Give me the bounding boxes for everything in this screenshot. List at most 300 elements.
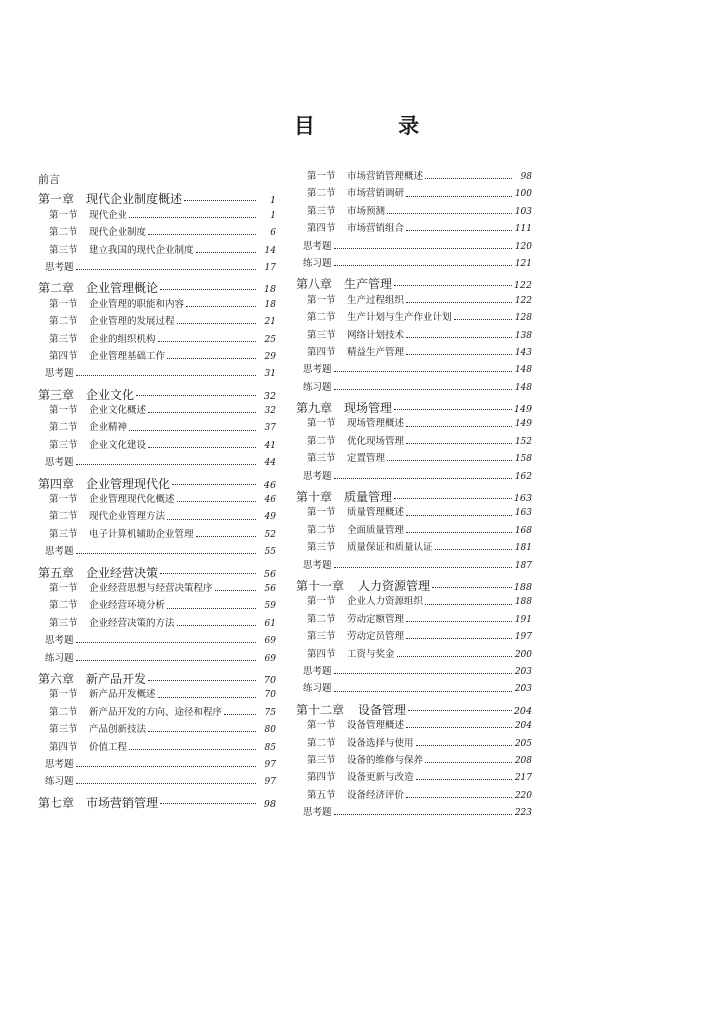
entry-number: 第三节	[49, 724, 78, 736]
dot-leader	[160, 573, 256, 574]
entry-number: 第二节	[307, 524, 336, 536]
entry-number: 第一章	[38, 192, 75, 207]
entry-page-number: 59	[264, 601, 276, 612]
dot-leader	[334, 265, 512, 266]
entry-title: 练习题	[45, 776, 74, 788]
entry-page-number: 70	[263, 674, 276, 686]
dot-leader	[177, 625, 256, 626]
dot-leader	[160, 289, 256, 290]
entry-title: 练习题	[303, 381, 332, 393]
entry-number: 第四节	[49, 741, 78, 753]
entry-number: 第七章	[38, 795, 75, 810]
entry-page-number: 111	[514, 224, 532, 235]
entry-title: 练习题	[303, 683, 332, 695]
dot-leader	[160, 803, 256, 804]
toc-exercise-entry[interactable]	[38, 365, 276, 382]
dot-leader	[406, 302, 512, 303]
entry-title: 市场预测	[347, 205, 386, 217]
entry-number: 第二节	[49, 422, 78, 434]
toc-section-entry[interactable]	[38, 419, 276, 436]
toc-section-entry[interactable]	[296, 450, 532, 467]
entry-title: 现代企业	[89, 209, 128, 221]
dot-leader	[158, 341, 256, 342]
toc-section-entry[interactable]	[296, 433, 532, 450]
entry-title: 设备管理	[358, 702, 407, 717]
dot-leader	[76, 642, 256, 643]
toc-exercise-entry[interactable]	[296, 468, 532, 485]
entry-number: 第二节	[49, 511, 78, 523]
toc-section-entry[interactable]	[296, 522, 532, 539]
entry-page-number: 149	[514, 419, 532, 430]
dot-leader	[167, 608, 256, 609]
entry-number: 第三节	[49, 244, 78, 256]
toc-exercise-entry[interactable]	[296, 663, 532, 680]
toc-section-entry[interactable]	[296, 646, 532, 663]
toc-section-entry[interactable]	[296, 220, 532, 237]
toc-section-entry[interactable]	[38, 721, 276, 738]
entry-title: 企业管理概论	[86, 281, 159, 296]
toc-section-entry[interactable]	[296, 415, 532, 432]
dot-leader	[177, 501, 256, 502]
toc-section-entry[interactable]	[296, 787, 532, 804]
dot-leader	[129, 749, 256, 750]
toc-section-entry[interactable]	[38, 437, 276, 454]
entry-page-number: 75	[264, 707, 276, 718]
entry-page-number: 69	[264, 636, 276, 647]
entry-number: 第一节	[307, 171, 336, 182]
entry-title: 思考题	[303, 364, 332, 376]
entry-title: 前言	[38, 173, 60, 186]
dot-leader	[416, 779, 512, 780]
dot-leader	[148, 731, 256, 732]
entry-page-number: 217	[514, 773, 532, 784]
entry-number: 第一节	[307, 294, 336, 306]
entry-number: 第一节	[307, 418, 336, 430]
entry-number: 第一节	[49, 405, 78, 417]
dot-leader	[136, 395, 256, 396]
entry-page-number: 25	[264, 334, 276, 345]
dot-leader	[334, 673, 512, 674]
dot-leader	[148, 412, 256, 413]
entry-title: 企业的组织机构	[89, 333, 156, 345]
entry-title: 思考题	[45, 635, 74, 647]
toc-section-entry[interactable]	[296, 735, 532, 752]
toc-exercise-entry[interactable]	[38, 454, 276, 471]
entry-title: 思考题	[303, 470, 332, 482]
dot-leader	[406, 515, 512, 516]
entry-page-number: 203	[514, 684, 532, 695]
toc-chapter-entry[interactable]	[38, 276, 276, 295]
entry-page-number: 205	[514, 738, 532, 749]
entry-page-number: 49	[264, 512, 276, 523]
entry-title: 思考题	[45, 368, 74, 380]
toc-section-entry[interactable]	[38, 739, 276, 756]
entry-page-number: 56	[263, 568, 276, 580]
entry-number: 第四节	[307, 772, 336, 784]
entry-page-number: 69	[264, 653, 276, 664]
entry-title: 现代企业制度	[89, 227, 147, 239]
entry-number: 第三节	[49, 617, 78, 629]
toc-chapter-entry[interactable]	[38, 667, 276, 686]
entry-page-number: 29	[264, 351, 276, 362]
entry-number: 第四节	[307, 223, 336, 235]
entry-number: 第一节	[49, 689, 78, 701]
toc-chapter-entry[interactable]	[38, 561, 276, 580]
entry-page-number: 52	[264, 529, 276, 540]
entry-page-number: 61	[264, 618, 276, 629]
dot-leader	[334, 691, 512, 692]
toc-section-entry[interactable]	[38, 331, 276, 348]
dot-leader	[406, 638, 512, 639]
entry-title: 设备选择与使用	[347, 737, 414, 749]
entry-title: 思考题	[303, 559, 332, 571]
entry-title: 生产过程组织	[347, 294, 405, 306]
toc-chapter-entry[interactable]	[296, 272, 532, 291]
toc-chapter-entry[interactable]	[38, 168, 276, 187]
entry-page-number: 85	[264, 742, 276, 753]
toc-exercise-entry[interactable]	[296, 557, 532, 574]
dot-leader	[76, 553, 256, 554]
toc-section-entry[interactable]	[38, 686, 276, 703]
toc-section-entry[interactable]	[296, 344, 532, 361]
entry-number: 第二节	[307, 613, 336, 625]
dot-leader	[334, 389, 512, 390]
entry-page-number: 188	[514, 597, 532, 608]
dot-leader	[186, 306, 256, 307]
toc-section-entry[interactable]	[38, 508, 276, 525]
dot-leader	[406, 532, 512, 533]
dot-leader	[196, 536, 256, 537]
entry-title: 企业管理基础工作	[89, 350, 166, 362]
dot-leader	[148, 234, 256, 235]
entry-number: 第一节	[49, 209, 78, 221]
dot-leader	[416, 745, 512, 746]
entry-page-number: 70	[264, 690, 276, 701]
toc-section-entry[interactable]	[296, 593, 532, 610]
toc-section-entry[interactable]	[296, 504, 532, 521]
entry-page-number: 100	[514, 189, 532, 200]
entry-page-number: 208	[514, 755, 532, 766]
entry-title: 现场管理概述	[347, 418, 405, 430]
entry-page-number: 191	[514, 614, 532, 625]
entry-title: 生产管理	[344, 277, 393, 292]
entry-number: 第三节	[49, 333, 78, 345]
entry-page-number: 21	[264, 317, 276, 328]
toc-section-entry[interactable]	[296, 539, 532, 556]
dot-leader	[129, 217, 256, 218]
entry-page-number: 128	[514, 313, 532, 324]
entry-page-number: 148	[514, 382, 532, 393]
dot-leader	[76, 464, 256, 465]
entry-page-number: 44	[264, 458, 276, 469]
toc-chapter-entry[interactable]	[296, 574, 532, 593]
entry-title: 练习题	[45, 652, 74, 664]
entry-page-number: 18	[263, 284, 276, 296]
entry-title: 思考题	[45, 457, 74, 469]
entry-page-number: 223	[514, 808, 532, 819]
dot-leader	[387, 460, 512, 461]
entry-title: 企业管理现代化概述	[89, 494, 175, 506]
entry-page-number: 162	[514, 471, 532, 482]
entry-number: 第一节	[49, 582, 78, 594]
toc-section-entry[interactable]	[296, 717, 532, 734]
entry-page-number: 152	[514, 436, 532, 447]
entry-page-number: 97	[264, 777, 276, 788]
entry-number: 第二节	[307, 737, 336, 749]
entry-page-number: 143	[514, 347, 532, 358]
toc-section-entry[interactable]	[296, 752, 532, 769]
entry-page-number: 148	[514, 365, 532, 376]
toc-section-entry[interactable]	[296, 628, 532, 645]
toc-chapter-entry[interactable]	[38, 187, 276, 206]
dot-leader	[406, 426, 512, 427]
entry-number: 第三章	[38, 387, 75, 402]
entry-page-number: 1	[270, 210, 276, 221]
entry-title: 企业精神	[89, 422, 128, 434]
toc-exercise-entry[interactable]	[38, 650, 276, 667]
entry-page-number: 97	[264, 759, 276, 770]
entry-number: 第一节	[49, 494, 78, 506]
entry-page-number: 37	[264, 423, 276, 434]
entry-title: 企业文化	[86, 387, 135, 402]
dot-leader	[397, 656, 512, 657]
entry-title: 企业文化建设	[89, 439, 147, 451]
toc-section-entry[interactable]	[38, 313, 276, 330]
dot-leader	[425, 762, 512, 763]
entry-page-number: 168	[514, 525, 532, 536]
toc-section-entry[interactable]	[296, 292, 532, 309]
entry-number: 第二节	[307, 312, 336, 324]
entry-number: 第十章	[296, 490, 333, 505]
entry-title: 设备的维修与保养	[347, 754, 424, 766]
toc-section-entry[interactable]	[38, 597, 276, 614]
entry-title: 练习题	[303, 257, 332, 269]
page-title: 目 录	[293, 114, 458, 138]
entry-page-number: 121	[514, 258, 532, 269]
entry-title: 新产品开发概述	[89, 689, 156, 701]
entry-number: 第三节	[307, 542, 336, 554]
dot-leader	[76, 375, 256, 376]
entry-page-number: 41	[264, 440, 276, 451]
entry-title: 企业管理的发展过程	[89, 316, 175, 328]
toc-section-entry[interactable]	[296, 769, 532, 786]
entry-title: 企业经营决策的方法	[89, 617, 175, 629]
entry-page-number: 18	[264, 299, 276, 310]
entry-title: 企业经营思想与经营决策程序	[89, 582, 213, 594]
toc-section-entry[interactable]	[38, 207, 276, 224]
entry-number: 第四章	[38, 476, 75, 491]
toc-section-entry[interactable]	[38, 402, 276, 419]
toc-exercise-entry[interactable]	[38, 773, 276, 790]
toc-chapter-entry[interactable]	[296, 698, 532, 717]
toc-section-entry[interactable]	[38, 580, 276, 597]
entry-page-number: 6	[270, 228, 276, 239]
dot-leader	[224, 714, 256, 715]
toc-section-entry[interactable]	[38, 348, 276, 365]
entry-page-number: 138	[514, 330, 532, 341]
entry-title: 现场管理	[344, 401, 393, 416]
entry-title: 思考题	[303, 240, 332, 252]
toc-exercise-entry[interactable]	[38, 259, 276, 276]
toc-right-column	[296, 168, 532, 821]
entry-title: 思考题	[303, 665, 332, 677]
dot-leader	[454, 319, 512, 320]
dot-leader	[184, 200, 256, 201]
entry-number: 第一节	[307, 507, 336, 519]
entry-number: 第一节	[49, 298, 78, 310]
entry-title: 企业经营环境分析	[89, 600, 166, 612]
toc-section-entry[interactable]	[296, 611, 532, 628]
toc-section-entry[interactable]	[296, 327, 532, 344]
toc-exercise-entry[interactable]	[296, 804, 532, 821]
entry-number: 第二节	[307, 435, 336, 447]
dot-leader	[129, 430, 256, 431]
toc-section-entry[interactable]	[296, 309, 532, 326]
dot-leader	[394, 409, 512, 410]
entry-title: 网络计划技术	[347, 329, 405, 341]
dot-leader	[177, 323, 256, 324]
toc-section-entry[interactable]	[38, 224, 276, 241]
entry-title: 建立我国的现代企业制度	[89, 244, 194, 256]
dot-leader	[406, 443, 512, 444]
dot-leader	[76, 660, 256, 661]
entry-number: 第八章	[296, 277, 333, 292]
toc-section-entry[interactable]	[38, 242, 276, 259]
entry-page-number: 204	[513, 705, 532, 717]
entry-number: 第二节	[49, 706, 78, 718]
entry-number: 第三节	[307, 453, 336, 465]
entry-page-number: 204	[514, 721, 532, 732]
dot-leader	[215, 590, 256, 591]
entry-number: 第二节	[49, 227, 78, 239]
entry-page-number: 203	[514, 666, 532, 677]
toc-chapter-entry[interactable]	[38, 791, 276, 810]
toc-chapter-entry[interactable]	[296, 396, 532, 415]
entry-title: 价值工程	[89, 741, 128, 753]
entry-title: 思考题	[45, 758, 74, 770]
entry-page-number: 122	[513, 280, 532, 292]
toc-chapter-entry[interactable]	[296, 485, 532, 504]
entry-page-number: 120	[514, 241, 532, 252]
entry-title: 设备更新与改造	[347, 772, 414, 784]
dot-leader	[394, 498, 512, 499]
entry-number: 第一节	[307, 596, 336, 608]
dot-leader	[76, 766, 256, 767]
entry-page-number: 158	[514, 454, 532, 465]
entry-title: 企业人力资源组织	[347, 596, 424, 608]
entry-title: 思考题	[303, 807, 332, 819]
entry-page-number: 1	[269, 195, 276, 207]
entry-title: 现代企业制度概述	[86, 192, 183, 207]
entry-number: 第二节	[49, 316, 78, 328]
entry-number: 第二节	[307, 188, 336, 200]
dot-leader	[408, 710, 512, 711]
toc-exercise-entry[interactable]	[296, 379, 532, 396]
toc-section-entry[interactable]	[38, 704, 276, 721]
entry-number: 第五章	[38, 565, 75, 580]
entry-title: 设备经济评价	[347, 789, 405, 801]
toc-exercise-entry[interactable]	[38, 632, 276, 649]
dot-leader	[334, 478, 512, 479]
entry-page-number: 31	[264, 369, 276, 380]
toc-chapter-entry[interactable]	[38, 472, 276, 491]
toc-section-entry[interactable]	[38, 296, 276, 313]
entry-page-number: 98	[520, 172, 532, 182]
entry-title: 市场营销调研	[347, 188, 405, 200]
entry-page-number: 55	[264, 547, 276, 558]
toc-section-entry[interactable]	[296, 185, 532, 202]
entry-number: 第三节	[307, 329, 336, 341]
dot-leader	[387, 213, 512, 214]
dot-leader	[406, 354, 512, 355]
toc-exercise-entry[interactable]	[38, 543, 276, 560]
entry-number: 第九章	[296, 401, 333, 416]
entry-title: 劳动定员管理	[347, 631, 405, 643]
entry-page-number: 122	[514, 295, 532, 306]
entry-title: 新产品开发	[86, 671, 147, 686]
entry-page-number: 46	[263, 479, 276, 491]
dot-leader	[172, 484, 256, 485]
entry-title: 产品创新技法	[89, 724, 147, 736]
dot-leader	[148, 447, 256, 448]
entry-title: 全面质量管理	[347, 524, 405, 536]
dot-leader	[148, 680, 256, 681]
entry-number: 第四节	[307, 648, 336, 660]
dot-leader	[76, 783, 256, 784]
entry-page-number: 197	[514, 632, 532, 643]
entry-title: 新产品开发的方向、途径和程序	[89, 706, 223, 718]
dot-leader	[196, 252, 256, 253]
toc-exercise-entry[interactable]	[296, 361, 532, 378]
entry-page-number: 46	[264, 495, 276, 506]
toc-section-entry[interactable]	[38, 526, 276, 543]
entry-title: 思考题	[45, 546, 74, 558]
toc-section-entry[interactable]	[38, 491, 276, 508]
toc-section-entry[interactable]	[296, 168, 532, 185]
entry-number: 第六章	[38, 671, 75, 686]
entry-title: 精益生产管理	[347, 346, 405, 358]
toc-exercise-entry[interactable]	[296, 680, 532, 697]
entry-title: 设备管理概述	[347, 720, 405, 732]
entry-page-number: 98	[263, 798, 276, 810]
toc-chapter-entry[interactable]	[38, 383, 276, 402]
toc-exercise-entry[interactable]	[38, 756, 276, 773]
entry-page-number: 32	[264, 406, 276, 417]
entry-page-number: 149	[513, 404, 532, 416]
entry-page-number: 188	[513, 581, 532, 593]
entry-number: 第三节	[49, 528, 78, 540]
entry-number: 第四节	[49, 350, 78, 362]
entry-title: 质量管理概述	[347, 507, 405, 519]
entry-page-number: 220	[514, 790, 532, 801]
entry-title: 市场营销管理概述	[347, 171, 424, 182]
toc-exercise-entry[interactable]	[296, 238, 532, 255]
entry-number: 第十一章	[296, 578, 345, 593]
entry-title: 现代企业管理方法	[89, 511, 166, 523]
entry-page-number: 200	[514, 649, 532, 660]
dot-leader	[334, 567, 512, 568]
entry-number: 第十二章	[296, 702, 345, 717]
entry-number: 第四节	[307, 346, 336, 358]
toc-section-entry[interactable]	[38, 615, 276, 632]
toc-section-entry[interactable]	[296, 203, 532, 220]
toc-exercise-entry[interactable]	[296, 255, 532, 272]
entry-title: 市场营销组合	[347, 223, 405, 235]
toc-left-column	[38, 168, 276, 810]
dot-leader	[425, 178, 512, 179]
entry-number: 第二章	[38, 281, 75, 296]
entry-page-number: 56	[264, 583, 276, 594]
